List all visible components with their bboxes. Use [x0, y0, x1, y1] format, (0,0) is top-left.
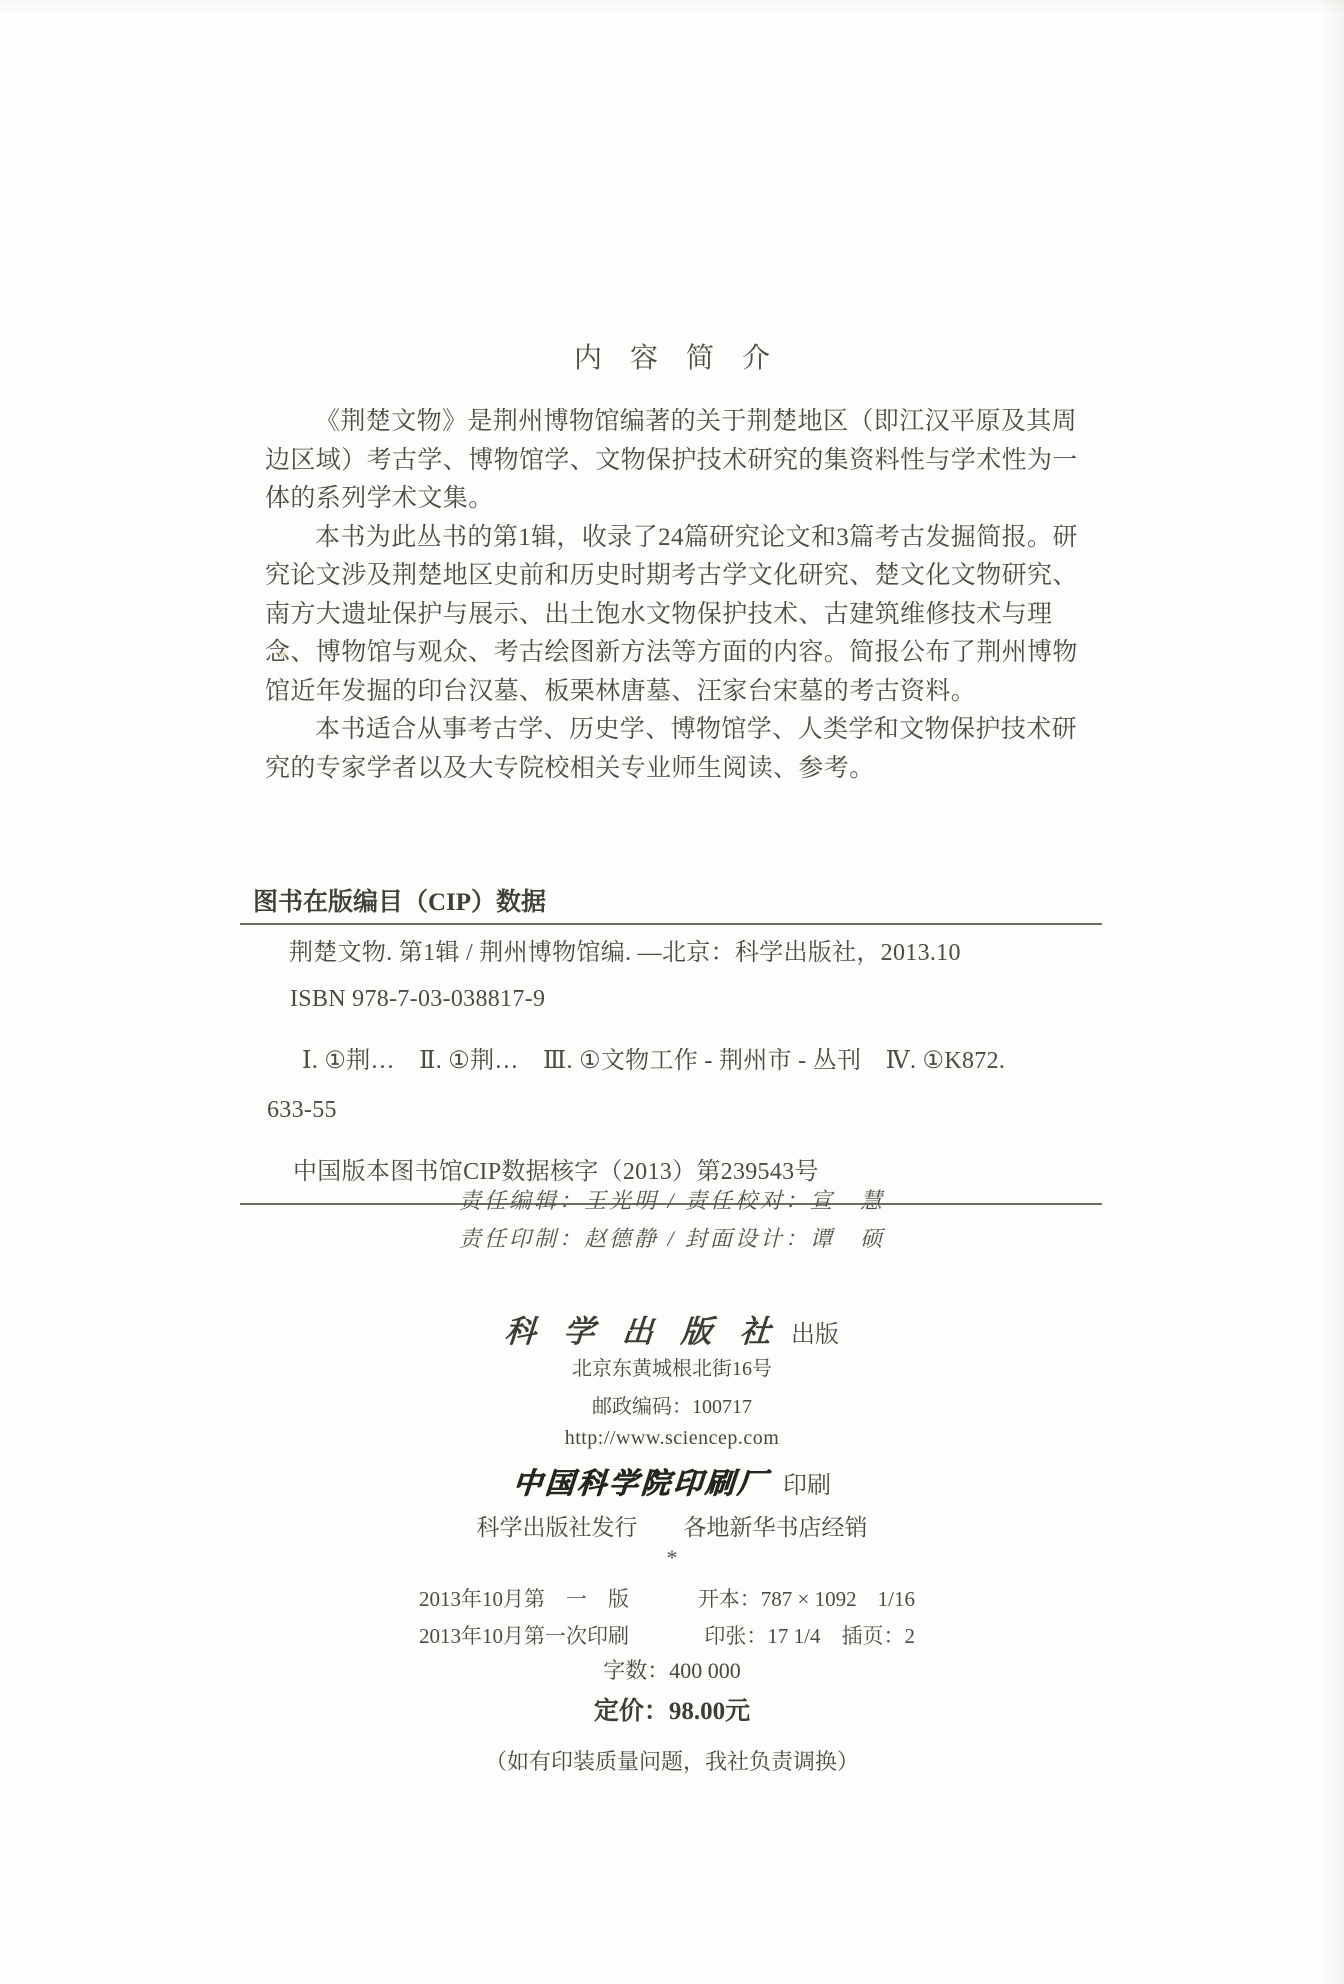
intro-line: 究的专家学者以及大专院校相关专业师生阅读、参考。: [265, 754, 875, 782]
intro-line: 《荆楚文物》是荆州博物馆编著的关于荆楚地区（即江汉平原及其周: [315, 408, 1078, 435]
publish-suffix: 出版: [791, 1322, 839, 1348]
publisher-imprint: [0, 1306, 1344, 1351]
cip-class-continuation: 633-55: [267, 1097, 337, 1123]
cip-class-line: Ⅰ. ①荆… Ⅱ. ①荆… Ⅲ. ①文物工作 - 荆州市 - 丛刊 Ⅳ. ①K872.: [302, 1048, 1006, 1074]
format-spec: 开本：787 × 1092 1/16: [697, 1587, 915, 1611]
intro-line: 南方大遗址保护与展示、出土饱水文物保护技术、古建筑维修技术与理: [265, 600, 1053, 628]
staff-credits-printing: 责任印制：赵德静 / 封面设计：谭 硕: [458, 1226, 886, 1251]
intro-line: 本书适合从事考古学、历史学、博物馆学、人类学和文物保护技术研: [315, 716, 1078, 743]
distribution-line: 科学出版社发行 各地新华书店经销: [476, 1515, 868, 1540]
word-count: 字数：400 000: [603, 1658, 741, 1683]
impression-row: [419, 1620, 915, 1650]
staff-credits-editor: 责任编辑：王光明 / 责任校对：宣 慧: [458, 1188, 886, 1213]
quality-notice: （如有印装质量问题，我社负责调换）: [484, 1749, 859, 1774]
scan-speck: [278, 651, 287, 657]
divider-asterisk: *: [666, 1545, 678, 1570]
cip-record-number: 中国版本图书馆CIP数据核字（2013）第239543号: [293, 1159, 819, 1185]
intro-line: 边区域）考古学、博物馆学、文物保护技术研究的集资料性与学术性为一: [265, 446, 1078, 474]
science-press-logotype: 科 学 出 版 社: [503, 1314, 783, 1349]
sheets-spec: 印张：17 1/4 插页：2: [704, 1624, 915, 1648]
cip-title-line: 荆楚文物. 第1辑 / 荆州博物馆编. —北京：科学出版社，2013.10: [289, 940, 961, 966]
impression-date: 2013年10月第一次印刷: [419, 1624, 629, 1648]
intro-paragraphs: [265, 403, 1083, 788]
cas-printing-house-logotype: 中国科学院印刷厂: [511, 1468, 770, 1500]
intro-line: 究论文涉及荆楚地区史前和历史时期考古学文化研究、楚文化文物研究、: [265, 562, 1078, 589]
cip-isbn: ISBN 978-7-03-038817-9: [290, 986, 546, 1012]
edition-date: 2013年10月第 一 版: [419, 1587, 629, 1611]
printer-imprint: [0, 1461, 1344, 1502]
intro-line: 本书为此丛书的第1辑，收录了24篇研究论文和3篇考古发掘简报。研: [315, 523, 1078, 551]
price: 定价：98.00元: [593, 1698, 751, 1725]
publisher-address: 北京东黄城根北街16号: [572, 1358, 772, 1380]
publisher-postcode: 邮政编码：100717: [592, 1396, 752, 1418]
cip-top-rule: [240, 923, 1102, 925]
cip-heading: 图书在版编目（CIP）数据: [253, 889, 547, 916]
intro-line: 馆近年发掘的印台汉墓、板栗林唐墓、汪家台宋墓的考古资料。: [265, 677, 977, 705]
intro-line: 体的系列学术文集。: [265, 485, 494, 512]
print-suffix: 印刷: [783, 1473, 831, 1499]
publisher-website: http://www.sciencep.com: [564, 1427, 780, 1449]
edition-row: [419, 1583, 915, 1613]
section-title: 内 容 简 介: [573, 343, 770, 374]
intro-line: 念、博物馆与观众、考古绘图新方法等方面的内容。简报公布了荆州博物: [265, 639, 1078, 666]
